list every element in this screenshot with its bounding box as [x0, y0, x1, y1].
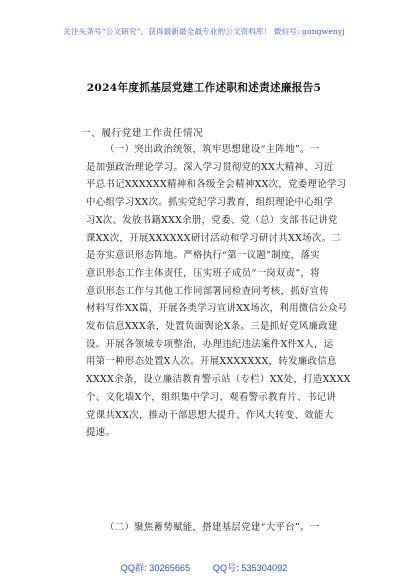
- paragraph-line: （二）聚焦蓄势赋能，搭建基层党建“大平台”。一: [105, 522, 320, 533]
- paragraph-line: 材料写作XX篇，开展各类学习宣讲XX场次，利用微信公众号: [86, 303, 348, 315]
- paragraph-2: [86, 519, 344, 537]
- paragraph-line: 中心组学习XX次。抓实党纪学习教育，组织理论中心组学: [86, 197, 334, 209]
- paragraph-line: 意识形态工作与其他工作同部署同检查同考核，抓好宣传: [86, 285, 330, 297]
- paragraph-line: （一）突出政治统领，筑牢思想建设“主阵地”。一: [105, 144, 320, 155]
- paragraph-line: 党课共XX次，推动干部思想大提升、作风大转变、效能大: [86, 409, 334, 421]
- footer-qq-number: QQ号: 535304092: [212, 563, 288, 573]
- paragraph-line: XXXX余条，设立廉洁教育警示站（专栏）XX处，打造XXXX: [86, 374, 351, 386]
- footer-contacts: [0, 560, 408, 574]
- paragraph-line: 提速。: [86, 427, 116, 439]
- paragraph-1: [86, 141, 351, 442]
- page-title: 2024年度抓基层党建工作述职和述责述廉报告5: [86, 82, 322, 94]
- footer-qq-group: QQ群: 30265665: [120, 563, 191, 573]
- paragraph-line: 平总书记XXXXXX精神和各级全会精神XX次，党委理论学习: [86, 179, 347, 191]
- paragraph-line: 习X次、发放书籍XXX余册，党委、党（总）支部书记讲党: [86, 214, 338, 226]
- paragraph-line: 设。开展各领域专项整治，办理违纪违法案件X件X人，运: [86, 338, 334, 350]
- paragraph-line: 发布信息XXX条，处置负面舆论X条。三是抓好党风廉政建: [86, 321, 338, 333]
- section-heading: 一、履行党建工作责任情况: [81, 128, 204, 139]
- paragraph-line: 用第一种形态处置X人次。开展XXXXXXX，转发廉政信息: [86, 356, 337, 368]
- paragraph-line: 是夯实意识形态阵地。严格执行“第一议题”制度，落实: [86, 250, 320, 262]
- paragraph-line: 意识形态工作主体责任，压实班子成员“一岗双责”，将: [86, 267, 320, 279]
- paragraph-line: 是加强政治理论学习。深入学习贯彻党的XX大精神、习近: [86, 161, 334, 173]
- paragraph-line: 个、文化墙X个，组织集中学习、观看警示教育片、书记讲: [86, 391, 337, 403]
- header-note: 关注头条号“公文研究”，获得最新最全最专业的公文资料库！ 微信号: gongwenyj: [63, 27, 345, 36]
- paragraph-line: 课XX次，开展XXXXXX研讨活动和学习研讨共XX场次。二: [86, 232, 342, 244]
